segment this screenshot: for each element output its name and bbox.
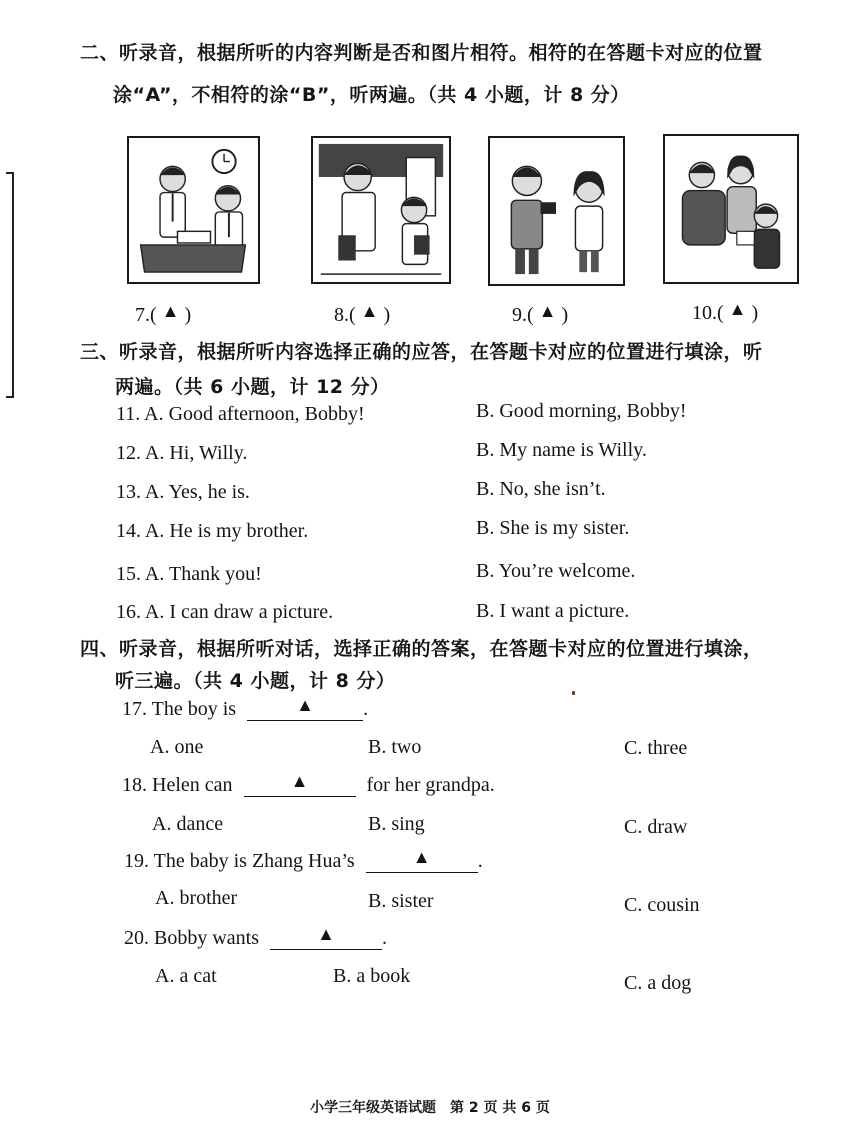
section3-instruction-line1: 三、听录音，根据所听内容选择正确的应答，在答题卡对应的位置进行填涂，听 [80, 341, 763, 363]
q17-stem: 17. The boy is ▲ . [122, 695, 369, 720]
triangle-icon: ▲ [296, 695, 314, 715]
triangle-icon: ▲ [317, 924, 335, 944]
picture-8-teacher-and-boy [311, 136, 451, 284]
q20-stem: 20. Bobby wants ▲ . [124, 924, 387, 949]
q20-option-a: A. a cat [155, 965, 217, 987]
picture-9-boy-and-girl [488, 136, 625, 286]
q12-option-b: B. My name is Willy. [476, 439, 647, 461]
q13-option-b: B. No, she isn’t. [476, 478, 606, 500]
item-8-answer-slot: 8.( ▲ ) [334, 301, 391, 326]
q18-option-b: B. sing [368, 813, 425, 835]
q11-option-a: 11. A. Good afternoon, Bobby! [116, 403, 365, 425]
answer-blank [366, 847, 478, 873]
triangle-icon: ▲ [728, 299, 747, 319]
q18-option-c: C. draw [624, 816, 688, 838]
triangle-icon: ▲ [412, 847, 431, 867]
triangle-icon: ▲ [290, 771, 309, 791]
q17-option-c: C. three [624, 737, 688, 759]
item-10-answer-slot: 10.( ▲ ) [692, 299, 759, 324]
q14-option-b: B. She is my sister. [476, 517, 630, 539]
q17-option-a: A. one [150, 736, 204, 758]
q20-option-b: B. a book [333, 965, 411, 987]
q14-option-a: 14. A. He is my brother. [116, 520, 309, 542]
binding-margin-bracket [6, 172, 14, 398]
q15-option-a: 15. A. Thank you! [116, 563, 262, 585]
item-7-answer-slot: 7.( ▲ ) [135, 301, 192, 326]
section2-instruction-line2: 涂“A”，不相符的涂“B”，听两遍。（共 4 小题，计 8 分） [113, 84, 630, 106]
q12-option-a: 12. A. Hi, Willy. [116, 442, 248, 464]
q18-option-a: A. dance [152, 813, 224, 835]
q16-option-b: B. I want a picture. [476, 600, 630, 622]
page-footer: 小学三年级英语试题 第 2 页 共 6 页 [310, 1100, 550, 1116]
q19-option-b: B. sister [368, 890, 434, 912]
q19-option-a: A. brother [155, 887, 238, 909]
scan-speck [572, 691, 575, 695]
triangle-icon: ▲ [538, 301, 557, 321]
q19-stem: 19. The baby is Zhang Hua’s ▲ . [124, 847, 483, 872]
item-9-answer-slot: 9.( ▲ ) [512, 301, 569, 326]
answer-blank [244, 771, 356, 797]
q11-option-b: B. Good morning, Bobby! [476, 400, 687, 422]
q18-stem: 18. Helen can ▲ for her grandpa. [122, 771, 495, 796]
q19-option-c: C. cousin [624, 894, 700, 916]
q13-option-a: 13. A. Yes, he is. [116, 481, 250, 503]
section4-instruction-line1: 四、听录音，根据所听对话，选择正确的答案，在答题卡对应的位置进行填涂， [80, 638, 763, 660]
q16-option-a: 16. A. I can draw a picture. [116, 601, 334, 623]
section3-instruction-line2: 两遍。（共 6 小题，计 12 分） [115, 376, 390, 398]
q20-option-c: C. a dog [624, 972, 692, 994]
section2-instruction-line1: 二、听录音，根据所听的内容判断是否和图片相符。相符的在答题卡对应的位置 [80, 42, 763, 64]
q15-option-b: B. You’re welcome. [476, 560, 636, 582]
picture-7-classroom-clock [127, 136, 260, 284]
answer-blank [247, 695, 363, 721]
picture-10-family [663, 134, 799, 284]
triangle-icon: ▲ [360, 301, 379, 321]
answer-blank [270, 924, 382, 950]
triangle-icon: ▲ [161, 301, 180, 321]
section4-instruction-line2: 听三遍。（共 4 小题，计 8 分） [115, 670, 396, 692]
q17-option-b: B. two [368, 736, 422, 758]
